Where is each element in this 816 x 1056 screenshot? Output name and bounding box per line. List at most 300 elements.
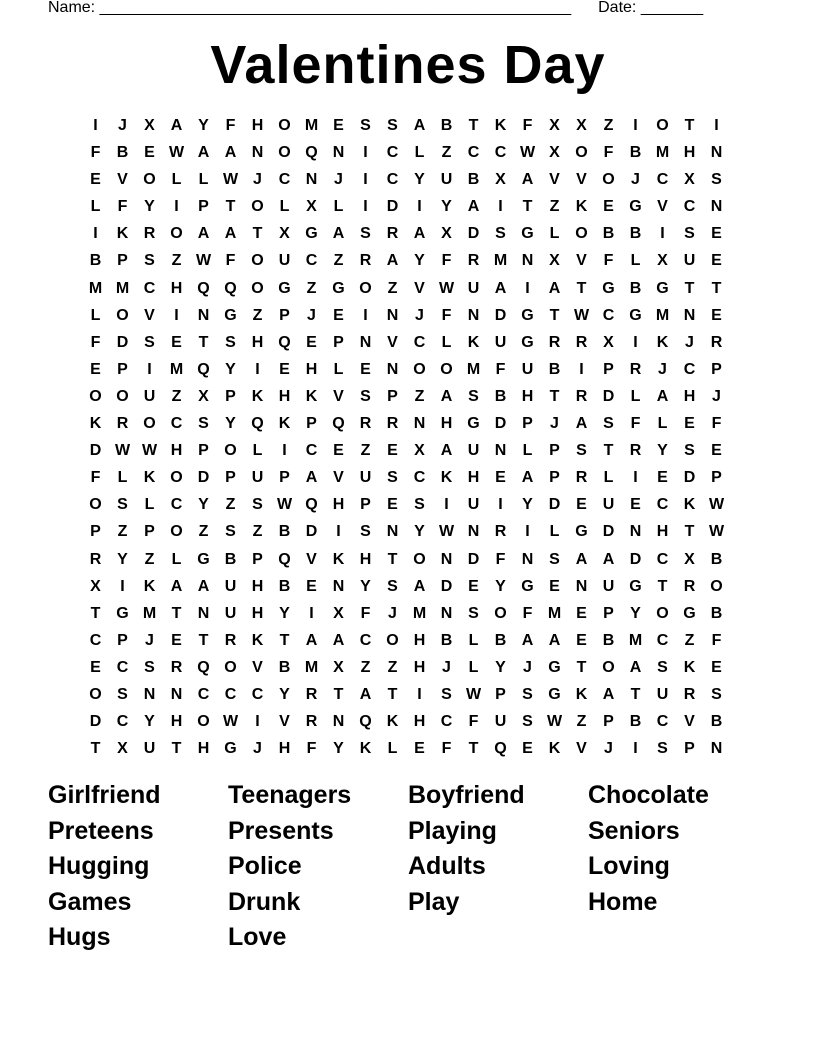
grid-cell[interactable]: N xyxy=(332,577,345,595)
grid-cell[interactable]: S xyxy=(549,550,560,568)
grid-cell[interactable]: E xyxy=(684,415,695,433)
grid-cell[interactable]: P xyxy=(603,360,614,378)
grid-cell[interactable]: N xyxy=(386,360,399,378)
grid-cell[interactable]: S xyxy=(657,740,668,758)
grid-cell[interactable]: T xyxy=(279,631,290,649)
grid-cell[interactable]: S xyxy=(684,442,695,460)
grid-cell[interactable]: R xyxy=(386,225,399,243)
grid-cell[interactable]: W xyxy=(222,713,239,731)
grid-cell[interactable]: O xyxy=(278,144,291,162)
grid-cell[interactable]: I xyxy=(714,117,719,134)
grid-cell[interactable]: W xyxy=(276,496,293,514)
grid-cell[interactable]: L xyxy=(549,523,560,541)
grid-cell[interactable]: K xyxy=(251,631,264,649)
grid-cell[interactable]: A xyxy=(170,117,183,134)
grid-cell[interactable]: X xyxy=(279,225,290,243)
grid-cell[interactable]: Y xyxy=(495,658,506,676)
grid-cell[interactable]: S xyxy=(360,523,371,541)
grid-cell[interactable]: O xyxy=(575,225,588,243)
grid-cell[interactable]: A xyxy=(602,550,615,568)
grid-cell[interactable]: A xyxy=(602,685,615,703)
grid-cell[interactable]: C xyxy=(143,279,156,297)
grid-cell[interactable]: A xyxy=(413,577,426,595)
grid-cell[interactable]: R xyxy=(494,523,507,541)
grid-cell[interactable]: O xyxy=(89,387,102,405)
grid-cell[interactable]: N xyxy=(710,144,723,162)
grid-cell[interactable]: N xyxy=(467,306,480,324)
grid-cell[interactable]: M xyxy=(628,631,643,649)
grid-cell[interactable]: Q xyxy=(251,415,264,433)
grid-cell[interactable]: X xyxy=(657,252,668,270)
grid-cell[interactable]: T xyxy=(684,523,695,541)
grid-cell[interactable]: P xyxy=(549,442,560,460)
grid-cell[interactable]: F xyxy=(441,306,452,324)
grid-cell[interactable]: J xyxy=(145,631,154,649)
grid-cell[interactable]: I xyxy=(93,225,98,243)
grid-cell[interactable]: J xyxy=(307,306,316,324)
grid-cell[interactable]: G xyxy=(467,415,480,433)
grid-cell[interactable]: W xyxy=(573,306,590,324)
grid-cell[interactable]: C xyxy=(197,685,210,703)
grid-cell[interactable]: Y xyxy=(441,198,452,216)
grid-cell[interactable]: H xyxy=(413,658,426,676)
grid-cell[interactable]: O xyxy=(494,604,507,622)
grid-cell[interactable]: Z xyxy=(603,117,614,134)
grid-cell[interactable]: P xyxy=(279,469,290,487)
grid-cell[interactable]: Y xyxy=(333,740,344,758)
grid-cell[interactable]: Q xyxy=(305,496,318,514)
grid-cell[interactable]: S xyxy=(144,658,155,676)
grid-cell[interactable]: U xyxy=(656,685,669,703)
grid-cell[interactable]: I xyxy=(282,442,287,460)
grid-cell[interactable]: T xyxy=(603,442,614,460)
grid-cell[interactable]: G xyxy=(575,523,588,541)
grid-cell[interactable]: F xyxy=(90,333,101,351)
grid-cell[interactable]: U xyxy=(602,577,615,595)
grid-cell[interactable]: X xyxy=(684,171,695,189)
grid-cell[interactable]: H xyxy=(251,117,264,134)
grid-cell[interactable]: Z xyxy=(333,252,344,270)
grid-cell[interactable]: X xyxy=(549,144,560,162)
grid-cell[interactable]: G xyxy=(629,577,642,595)
grid-cell[interactable]: S xyxy=(225,333,236,351)
grid-cell[interactable]: E xyxy=(414,740,425,758)
grid-cell[interactable]: Z xyxy=(252,306,263,324)
grid-cell[interactable]: Y xyxy=(630,604,641,622)
grid-cell[interactable]: G xyxy=(197,550,210,568)
grid-cell[interactable]: X xyxy=(198,387,209,405)
grid-cell[interactable]: D xyxy=(494,306,507,324)
grid-cell[interactable]: N xyxy=(710,740,723,758)
grid-cell[interactable]: P xyxy=(225,387,236,405)
grid-cell[interactable]: Z xyxy=(414,387,425,405)
grid-cell[interactable]: R xyxy=(224,631,237,649)
grid-cell[interactable]: J xyxy=(442,658,451,676)
grid-cell[interactable]: S xyxy=(468,604,479,622)
grid-cell[interactable]: N xyxy=(575,577,588,595)
grid-cell[interactable]: Q xyxy=(197,279,210,297)
grid-cell[interactable]: O xyxy=(386,631,399,649)
grid-cell[interactable]: S xyxy=(225,523,236,541)
grid-cell[interactable]: A xyxy=(305,631,318,649)
grid-cell[interactable]: B xyxy=(494,631,507,649)
grid-cell[interactable]: K xyxy=(683,658,696,676)
grid-cell[interactable]: Y xyxy=(495,577,506,595)
grid-cell[interactable]: V xyxy=(576,740,587,758)
grid-cell[interactable]: O xyxy=(89,496,102,514)
grid-cell[interactable]: E xyxy=(630,496,641,514)
grid-cell[interactable]: T xyxy=(171,604,182,622)
grid-cell[interactable]: E xyxy=(711,658,722,676)
grid-cell[interactable]: J xyxy=(334,171,343,189)
grid-cell[interactable]: D xyxy=(683,469,696,487)
grid-cell[interactable]: N xyxy=(521,252,534,270)
grid-cell[interactable]: E xyxy=(711,306,722,324)
grid-cell[interactable]: B xyxy=(629,225,642,243)
grid-cell[interactable]: Q xyxy=(494,740,507,758)
grid-cell[interactable]: B xyxy=(602,631,615,649)
grid-cell[interactable]: K xyxy=(386,713,399,731)
grid-cell[interactable]: H xyxy=(251,604,264,622)
date-blank[interactable]: _______ xyxy=(640,0,704,16)
grid-cell[interactable]: G xyxy=(521,306,534,324)
grid-cell[interactable]: Z xyxy=(360,658,371,676)
grid-cell[interactable]: C xyxy=(224,685,237,703)
grid-cell[interactable]: A xyxy=(440,442,453,460)
grid-cell[interactable]: H xyxy=(170,713,183,731)
grid-cell[interactable]: B xyxy=(629,144,642,162)
grid-cell[interactable]: K xyxy=(494,117,507,134)
grid-cell[interactable]: O xyxy=(89,685,102,703)
grid-cell[interactable]: B xyxy=(710,550,723,568)
grid-cell[interactable]: B xyxy=(710,604,723,622)
grid-cell[interactable]: Z xyxy=(441,144,452,162)
grid-cell[interactable]: D xyxy=(467,550,480,568)
grid-cell[interactable]: U xyxy=(467,279,480,297)
grid-cell[interactable]: T xyxy=(657,577,668,595)
grid-cell[interactable]: H xyxy=(656,523,669,541)
grid-cell[interactable]: A xyxy=(521,171,534,189)
grid-cell[interactable]: E xyxy=(171,631,182,649)
grid-cell[interactable]: O xyxy=(197,713,210,731)
grid-cell[interactable]: Z xyxy=(225,496,236,514)
grid-cell[interactable]: L xyxy=(630,387,641,405)
grid-cell[interactable]: S xyxy=(468,387,479,405)
grid-cell[interactable]: X xyxy=(441,225,452,243)
grid-cell[interactable]: C xyxy=(683,360,696,378)
grid-cell[interactable]: P xyxy=(387,387,398,405)
grid-cell[interactable]: H xyxy=(413,713,426,731)
grid-cell[interactable]: G xyxy=(656,279,669,297)
grid-cell[interactable]: P xyxy=(549,469,560,487)
grid-cell[interactable]: P xyxy=(711,360,722,378)
grid-cell[interactable]: Z xyxy=(387,658,398,676)
grid-cell[interactable]: L xyxy=(468,631,479,649)
grid-cell[interactable]: E xyxy=(495,469,506,487)
grid-cell[interactable]: D xyxy=(629,550,642,568)
grid-cell[interactable]: Z xyxy=(684,631,695,649)
grid-cell[interactable]: X xyxy=(576,117,587,134)
grid-cell[interactable]: O xyxy=(656,117,669,134)
grid-cell[interactable]: F xyxy=(90,144,101,162)
grid-cell[interactable]: B xyxy=(116,144,129,162)
grid-cell[interactable]: N xyxy=(386,523,399,541)
grid-cell[interactable]: B xyxy=(278,658,291,676)
grid-cell[interactable]: L xyxy=(549,225,560,243)
grid-cell[interactable]: K xyxy=(467,333,480,351)
grid-cell[interactable]: I xyxy=(660,225,665,243)
grid-cell[interactable]: P xyxy=(306,415,317,433)
grid-cell[interactable]: F xyxy=(603,252,614,270)
grid-cell[interactable]: C xyxy=(251,685,264,703)
grid-cell[interactable]: L xyxy=(144,496,155,514)
grid-cell[interactable]: I xyxy=(363,306,368,324)
grid-cell[interactable]: E xyxy=(576,631,587,649)
grid-cell[interactable]: K xyxy=(305,387,318,405)
grid-cell[interactable]: O xyxy=(143,415,156,433)
grid-cell[interactable]: E xyxy=(279,360,290,378)
grid-cell[interactable]: V xyxy=(279,713,290,731)
grid-cell[interactable]: V xyxy=(333,469,344,487)
grid-cell[interactable]: O xyxy=(251,279,264,297)
grid-cell[interactable]: O xyxy=(656,604,669,622)
grid-cell[interactable]: F xyxy=(522,117,533,134)
grid-cell[interactable]: L xyxy=(603,469,614,487)
grid-cell[interactable]: N xyxy=(413,415,426,433)
grid-cell[interactable]: Q xyxy=(305,144,318,162)
grid-cell[interactable]: M xyxy=(169,360,184,378)
grid-cell[interactable]: I xyxy=(363,171,368,189)
grid-cell[interactable]: I xyxy=(174,306,179,324)
grid-cell[interactable]: T xyxy=(630,685,641,703)
grid-cell[interactable]: M xyxy=(655,306,670,324)
grid-cell[interactable]: V xyxy=(414,279,425,297)
grid-cell[interactable]: L xyxy=(90,306,101,324)
grid-cell[interactable]: V xyxy=(306,550,317,568)
grid-cell[interactable]: I xyxy=(336,523,341,541)
grid-cell[interactable]: O xyxy=(440,360,453,378)
grid-cell[interactable]: G xyxy=(521,225,534,243)
grid-cell[interactable]: F xyxy=(306,740,317,758)
grid-cell[interactable]: J xyxy=(415,306,424,324)
grid-cell[interactable]: O xyxy=(359,279,372,297)
grid-cell[interactable]: J xyxy=(604,740,613,758)
grid-cell[interactable]: D xyxy=(548,496,561,514)
grid-cell[interactable]: S xyxy=(117,496,128,514)
grid-cell[interactable]: E xyxy=(90,658,101,676)
grid-cell[interactable]: W xyxy=(168,144,185,162)
grid-cell[interactable]: N xyxy=(143,685,156,703)
grid-cell[interactable]: N xyxy=(251,144,264,162)
grid-cell[interactable]: L xyxy=(171,550,182,568)
grid-cell[interactable]: E xyxy=(360,360,371,378)
grid-cell[interactable]: G xyxy=(521,333,534,351)
grid-cell[interactable]: T xyxy=(468,740,479,758)
grid-cell[interactable]: Y xyxy=(117,550,128,568)
grid-cell[interactable]: F xyxy=(225,252,236,270)
grid-cell[interactable]: D xyxy=(197,469,210,487)
grid-cell[interactable]: E xyxy=(711,252,722,270)
grid-cell[interactable]: J xyxy=(712,387,721,405)
grid-cell[interactable]: D xyxy=(305,523,318,541)
grid-cell[interactable]: E xyxy=(171,333,182,351)
grid-cell[interactable]: F xyxy=(522,604,533,622)
grid-cell[interactable]: T xyxy=(252,225,263,243)
grid-cell[interactable]: P xyxy=(333,333,344,351)
grid-cell[interactable]: Q xyxy=(197,658,210,676)
grid-cell[interactable]: Y xyxy=(198,117,209,134)
grid-cell[interactable]: S xyxy=(603,415,614,433)
grid-cell[interactable]: Y xyxy=(279,685,290,703)
grid-cell[interactable]: P xyxy=(90,523,101,541)
grid-cell[interactable]: Y xyxy=(414,171,425,189)
grid-cell[interactable]: K xyxy=(116,225,129,243)
grid-cell[interactable]: P xyxy=(198,442,209,460)
grid-cell[interactable]: R xyxy=(305,685,318,703)
grid-cell[interactable]: L xyxy=(198,171,209,189)
grid-cell[interactable]: Y xyxy=(279,604,290,622)
grid-cell[interactable]: X xyxy=(495,171,506,189)
grid-cell[interactable]: O xyxy=(224,442,237,460)
grid-cell[interactable]: U xyxy=(683,252,696,270)
grid-cell[interactable]: N xyxy=(332,713,345,731)
grid-cell[interactable]: T xyxy=(684,117,695,134)
grid-cell[interactable]: S xyxy=(495,225,506,243)
grid-cell[interactable]: A xyxy=(656,387,669,405)
grid-cell[interactable]: G xyxy=(548,685,561,703)
grid-cell[interactable]: N xyxy=(359,333,372,351)
grid-cell[interactable]: W xyxy=(546,713,563,731)
grid-cell[interactable]: V xyxy=(333,387,344,405)
grid-cell[interactable]: E xyxy=(522,740,533,758)
grid-cell[interactable]: K xyxy=(656,333,669,351)
grid-cell[interactable]: I xyxy=(147,360,152,378)
grid-cell[interactable]: F xyxy=(441,740,452,758)
grid-cell[interactable]: K xyxy=(683,496,696,514)
grid-cell[interactable]: T xyxy=(225,198,236,216)
grid-cell[interactable]: I xyxy=(363,198,368,216)
grid-cell[interactable]: P xyxy=(225,469,236,487)
name-blank[interactable]: _____________________________________________________ xyxy=(99,0,572,16)
grid-cell[interactable]: V xyxy=(684,713,695,731)
grid-cell[interactable]: H xyxy=(413,631,426,649)
grid-cell[interactable]: G xyxy=(683,604,696,622)
grid-cell[interactable]: I xyxy=(93,117,98,134)
grid-cell[interactable]: T xyxy=(711,279,722,297)
grid-cell[interactable]: F xyxy=(468,713,479,731)
grid-cell[interactable]: L xyxy=(333,360,344,378)
grid-cell[interactable]: C xyxy=(386,171,399,189)
grid-cell[interactable]: J xyxy=(253,740,262,758)
grid-cell[interactable]: R xyxy=(116,415,129,433)
grid-cell[interactable]: V xyxy=(576,171,587,189)
grid-cell[interactable]: H xyxy=(683,387,696,405)
grid-cell[interactable]: B xyxy=(440,631,453,649)
grid-cell[interactable]: I xyxy=(498,198,503,216)
grid-cell[interactable]: T xyxy=(198,631,209,649)
grid-cell[interactable]: U xyxy=(143,387,156,405)
grid-cell[interactable]: T xyxy=(549,306,560,324)
grid-cell[interactable]: K xyxy=(440,469,453,487)
grid-cell[interactable]: J xyxy=(388,604,397,622)
grid-cell[interactable]: S xyxy=(522,685,533,703)
grid-cell[interactable]: I xyxy=(633,333,638,351)
grid-cell[interactable]: J xyxy=(523,658,532,676)
grid-cell[interactable]: C xyxy=(494,144,507,162)
grid-cell[interactable]: Y xyxy=(657,442,668,460)
grid-cell[interactable]: L xyxy=(441,333,452,351)
grid-cell[interactable]: I xyxy=(525,523,530,541)
grid-cell[interactable]: F xyxy=(441,252,452,270)
grid-cell[interactable]: C xyxy=(305,252,318,270)
grid-cell[interactable]: N xyxy=(305,171,318,189)
grid-cell[interactable]: M xyxy=(547,604,562,622)
grid-cell[interactable]: X xyxy=(549,252,560,270)
grid-cell[interactable]: L xyxy=(90,198,101,216)
grid-cell[interactable]: H xyxy=(278,387,291,405)
grid-cell[interactable]: N xyxy=(440,550,453,568)
grid-cell[interactable]: I xyxy=(255,360,260,378)
grid-cell[interactable]: K xyxy=(332,550,345,568)
grid-cell[interactable]: R xyxy=(143,225,156,243)
grid-cell[interactable]: S xyxy=(198,415,209,433)
grid-cell[interactable]: U xyxy=(278,252,291,270)
grid-cell[interactable]: H xyxy=(305,360,318,378)
grid-cell[interactable]: X xyxy=(117,740,128,758)
grid-cell[interactable]: D xyxy=(116,333,129,351)
grid-cell[interactable]: L xyxy=(522,442,533,460)
grid-cell[interactable]: X xyxy=(603,333,614,351)
grid-cell[interactable]: I xyxy=(417,198,422,216)
grid-cell[interactable]: Q xyxy=(197,360,210,378)
grid-cell[interactable]: D xyxy=(467,225,480,243)
grid-cell[interactable]: W xyxy=(195,252,212,270)
grid-cell[interactable]: A xyxy=(197,144,210,162)
grid-cell[interactable]: N xyxy=(521,550,534,568)
grid-cell[interactable]: Y xyxy=(522,496,533,514)
grid-cell[interactable]: Y xyxy=(414,252,425,270)
grid-cell[interactable]: U xyxy=(494,713,507,731)
grid-cell[interactable]: O xyxy=(170,469,183,487)
grid-cell[interactable]: N xyxy=(467,523,480,541)
grid-cell[interactable]: U xyxy=(224,577,237,595)
grid-cell[interactable]: C xyxy=(413,469,426,487)
grid-cell[interactable]: D xyxy=(89,713,102,731)
grid-cell[interactable]: X xyxy=(144,117,155,134)
grid-cell[interactable]: P xyxy=(117,631,128,649)
grid-cell[interactable]: C xyxy=(656,496,669,514)
grid-cell[interactable]: M xyxy=(493,252,508,270)
grid-cell[interactable]: Z xyxy=(252,523,263,541)
grid-cell[interactable]: S xyxy=(360,387,371,405)
grid-cell[interactable]: C xyxy=(440,713,453,731)
grid-cell[interactable]: U xyxy=(224,604,237,622)
grid-cell[interactable]: B xyxy=(710,713,723,731)
grid-cell[interactable]: Y xyxy=(225,415,236,433)
grid-cell[interactable]: I xyxy=(309,604,314,622)
grid-cell[interactable]: X xyxy=(333,658,344,676)
grid-cell[interactable]: G xyxy=(116,604,129,622)
grid-cell[interactable]: P xyxy=(252,550,263,568)
grid-cell[interactable]: S xyxy=(252,496,263,514)
grid-cell[interactable]: R xyxy=(683,577,696,595)
grid-cell[interactable]: H xyxy=(521,387,534,405)
grid-cell[interactable]: O xyxy=(413,550,426,568)
grid-cell[interactable]: A xyxy=(305,469,318,487)
grid-cell[interactable]: D xyxy=(386,198,399,216)
grid-cell[interactable]: C xyxy=(89,631,102,649)
grid-cell[interactable]: X xyxy=(414,442,425,460)
